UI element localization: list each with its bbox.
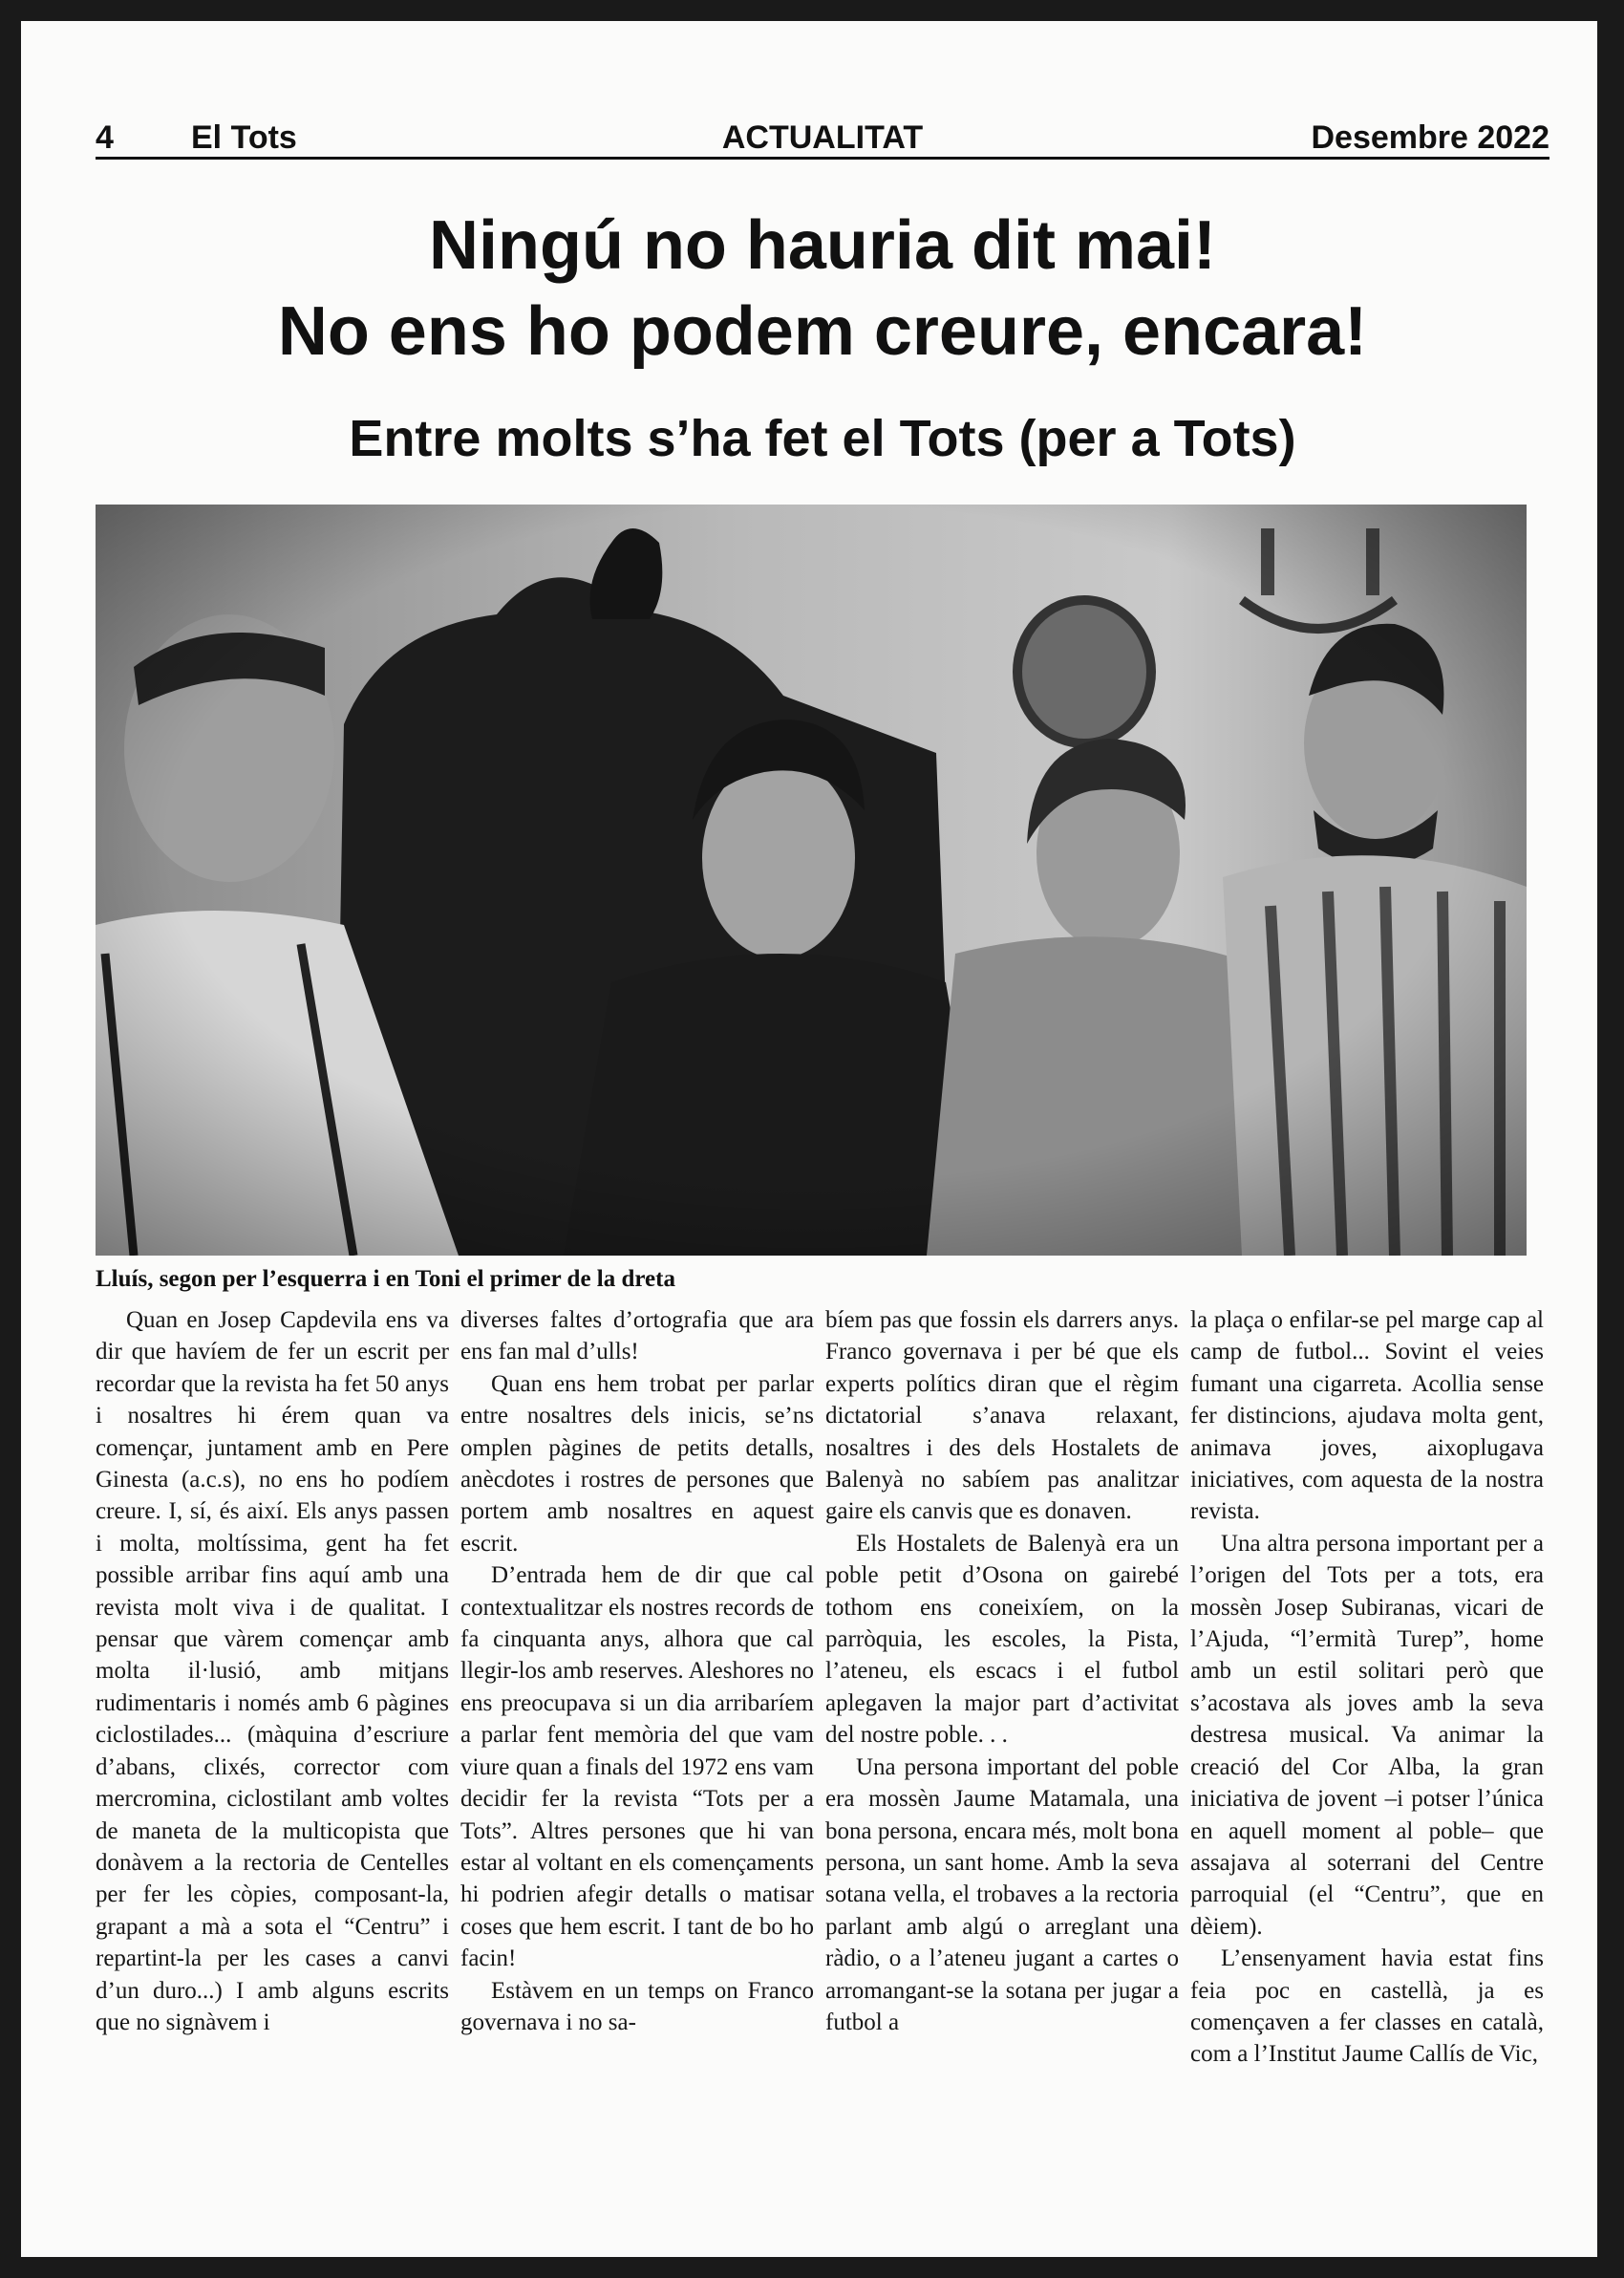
photo-caption: Lluís, segon per l’esquerra i en Toni el primer de la dreta (96, 1266, 675, 1292)
article-column-3 (825, 1304, 1179, 2038)
column-paragraph: L’ensenyament havia estat fins feia poc en castellà, ja es començaven a fer classes en català, com a l’Institut Jaume Callís de Vic, (1190, 1945, 1544, 2068)
column-paragraph: Estàvem en un temps on Franco governava i no sa- (460, 1977, 814, 2035)
title-line-2: No ens ho podem creure, encara! (277, 293, 1368, 370)
publication-name: El Tots (191, 119, 297, 156)
article-column-1 (96, 1304, 449, 2038)
column-paragraph: D’entrada hem de dir que cal contextualitzar els nostres records de fa cinquanta anys, alhora que cal llegir-los amb reserves. Aleshores no ens preocupava si un dia arribaríem a parlar fent memòria del que vam viure quan a finals del 1972 ens vam decidir fer la revista “Tots per a Tots”. Altres persones que hi van estar al voltant en els començaments hi podrien afegir detalls o matisar coses que hem escrit. I tant de bo ho facin! (460, 1562, 814, 1972)
column-paragraph: Una altra persona important per a l’origen del Tots per a tots, era mossèn Josep Subiranas, vicari de l’Ajuda, “l’ermità Turep”, home amb un estil solitari però que s’acostava als joves amb la seva destresa musical. Va animar la creació del Cor Alba, la gran iniciativa de jovent –i potser l’única en aquell moment al poble– que assajava al soterrani del Centre parroquial (el “Centru”, que en dèiem). (1190, 1530, 1544, 1940)
section-name: ACTUALITAT (721, 119, 924, 156)
column-paragraph: Els Hostalets de Balenyà era un poble petit d’Osona on gairebé tothom ens coneixíem, on la parròquia, les escoles, la Pista, l’ateneu, els escacs i el futbol aplegaven la major part d’activitat del nostre poble. . . (825, 1530, 1179, 1749)
page-header (96, 97, 1549, 160)
article-subtitle: Entre molts s’ha fet el Tots (per a Tots) (349, 410, 1296, 467)
column-paragraph: bíem pas que fossin els darrers anys. Franco governava i per bé que els experts polítics diran que el règim dictatorial s’anava relaxant, nosaltres i des dels Hostalets de Balenyà no sabíem pas analitzar gaire els canvis que es donaven. (825, 1307, 1179, 1525)
newspaper-page (21, 21, 1597, 2257)
article-column-4 (1190, 1304, 1544, 2071)
title-line-1: Ningú no hauria dit mai! (429, 207, 1216, 284)
column-paragraph: Quan en Josep Capdevila ens va dir que havíem de fer un escrit per recordar que la revista ha fet 50 anys i nosaltres hi érem quan va començar, juntament amb en Pere Ginesta (a.c.s), no ens ho podíem creure. I, sí, és així. Els anys passen i molta, moltíssima, gent ha fet possible arribar fins aquí amb una revista molt viva i de qualitat. I pensar que vàrem començar amb molta il·lusió, amb mitjans rudimentaris i només amb 6 pàgines ciclostilades... (màquina d’escriure d’abans, clixés, corrector com mercromina, ciclostilant amb voltes de maneta de la multicopista que donàvem a la rectoria de Centelles per fer les còpies, composant-la, grapant a mà a sota el “Centru” i repartint-la per les cases a canvi d’un duro...) I amb alguns escrits que no signàvem i (96, 1307, 449, 2035)
page-number: 4 (96, 119, 114, 156)
column-paragraph: Quan ens hem trobat per parlar entre nosaltres dels inicis, se’ns omplen pàgines de petits detalls, anècdotes i rostres de persones que portem amb nosaltres en aquest escrit. (460, 1370, 814, 1557)
issue-date: Desembre 2022 (1311, 119, 1549, 156)
article-title (96, 203, 1549, 375)
article-photo (96, 505, 1527, 1256)
group-photo-image (96, 505, 1527, 1256)
column-paragraph: Una persona important del poble era mossèn Jaume Matamala, una bona persona, encara més, molt bona persona, un sant home. Amb la seva sotana vella, el trobaves a la rectoria parlant amb algú o arreglant una ràdio, o a l’ateneu jugant a cartes o arromangant-se la sotana per jugar a futbol a (825, 1753, 1180, 2035)
column-paragraph: la plaça o enfilar-se pel marge cap al camp de futbol... Sovint el veies fumant una cigarreta. Acollia sense fer distincions, ajudava molta gent, animava joves, aixoplugava iniciatives, com aquesta de la nostra revista. (1190, 1307, 1544, 1525)
column-paragraph: diverses faltes d’ortografia que ara ens fan mal d’ulls! (460, 1307, 814, 1365)
article-column-2 (460, 1304, 814, 2038)
